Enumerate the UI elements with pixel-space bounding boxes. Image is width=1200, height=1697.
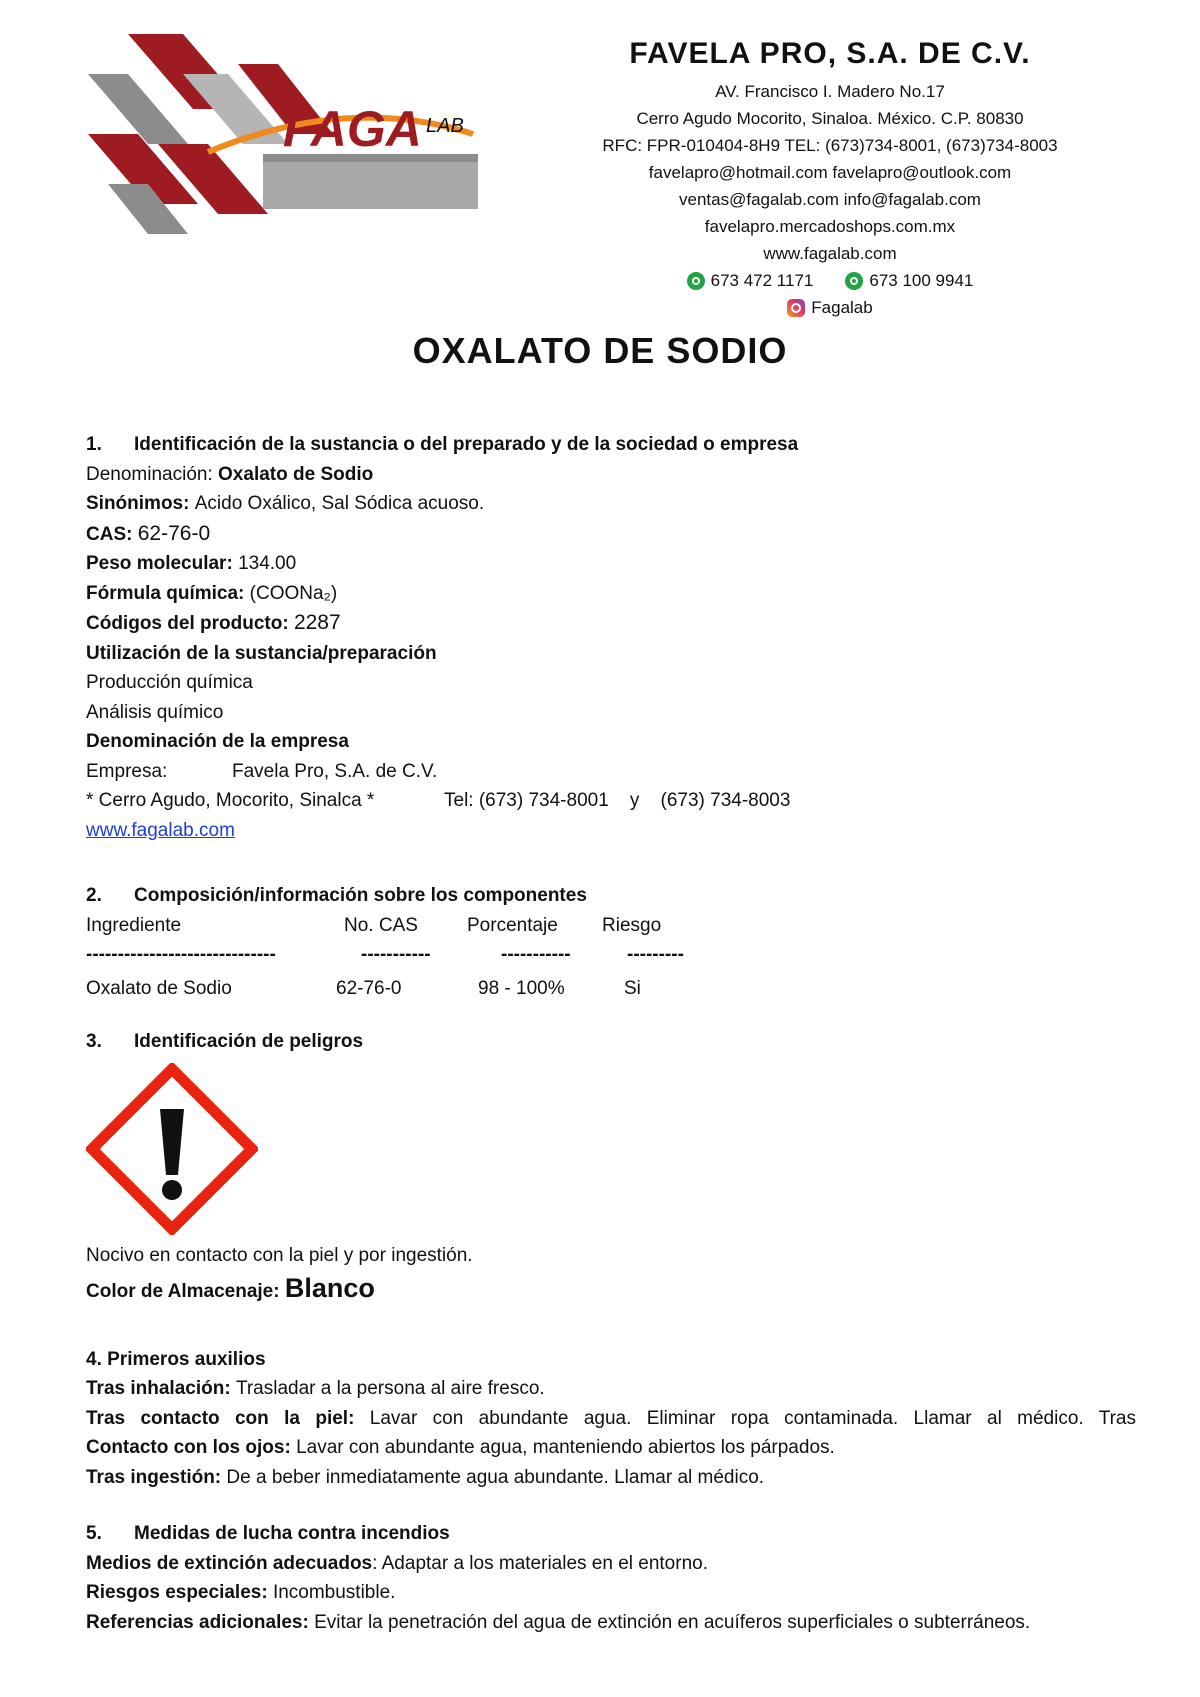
value: Oxalato de Sodio <box>218 463 374 485</box>
whatsapp-icon <box>687 272 705 290</box>
logo-brand: FAGA <box>283 101 422 157</box>
instagram-row <box>520 294 1140 321</box>
section-number: 1. <box>86 434 102 455</box>
label: Fórmula química: <box>86 582 250 604</box>
document-body <box>86 430 1136 1637</box>
extinction-media-line <box>86 1549 1136 1579</box>
phone-1: 673 472 1171 <box>710 271 814 290</box>
use-heading: Utilización de la sustancia/preparación <box>86 642 437 664</box>
company-emails-2: ventas@fagalab.com info@fagalab.com <box>679 190 981 209</box>
empresa-line <box>86 757 1136 787</box>
company-header <box>520 34 1140 321</box>
cas-line <box>86 519 1136 550</box>
value: (COONa₂) <box>249 582 338 604</box>
label: Tras ingestión: <box>86 1466 227 1488</box>
column-header: Ingrediente <box>86 914 182 936</box>
location: * Cerro Agudo, Mocorito, Sinalca * <box>86 790 375 811</box>
value: : Adaptar a los materiales en el entorno. <box>372 1552 708 1574</box>
section-number: 3. <box>86 1031 102 1052</box>
label: Peso molecular: <box>86 553 239 574</box>
label: CAS: <box>86 523 138 545</box>
ingestion-line <box>86 1463 1136 1493</box>
section-title: Identificación de la sustancia o del preparado y de la sociedad o empresa <box>134 434 799 455</box>
product-codes-line <box>86 608 1136 639</box>
table-row <box>86 974 1136 1004</box>
section-title: Composición/información sobre los componentes <box>134 885 587 906</box>
table-divider <box>86 940 1136 970</box>
phone-row <box>520 267 1140 294</box>
label: Referencias adicionales: <box>86 1611 315 1633</box>
synonyms-line <box>86 489 1136 519</box>
location-line <box>86 786 1136 816</box>
company-name: FAVELA PRO, S.A. DE C.V. <box>629 37 1031 70</box>
inhalation-line <box>86 1374 1136 1404</box>
column-header: Porcentaje <box>467 914 558 936</box>
website-link[interactable]: www.fagalab.com <box>86 819 235 841</box>
additional-references-line <box>86 1608 1136 1638</box>
section-number: 5. <box>86 1523 102 1544</box>
label: Códigos del producto: <box>86 613 294 634</box>
section-4-heading: 4. Primeros auxilios <box>86 1348 266 1370</box>
label: Tras inhalación: <box>86 1378 236 1399</box>
label: Color de Almacenaje: <box>86 1281 285 1302</box>
label: Denominación: <box>86 463 219 485</box>
section-1-heading <box>86 430 1136 460</box>
use-item-1: Producción química <box>86 672 253 693</box>
label: Contacto con los ojos: <box>86 1437 297 1458</box>
value: Lavar con abundante agua, manteniendo abiertos los párpados. <box>296 1437 835 1458</box>
column-header: No. CAS <box>344 914 418 936</box>
label: Empresa: <box>86 760 168 782</box>
company-heading: Denominación de la empresa <box>86 731 349 752</box>
formula-line <box>86 579 1136 609</box>
molecular-weight-line <box>86 549 1136 579</box>
value: 62-76-0 <box>137 521 211 545</box>
section-number: 2. <box>86 885 102 906</box>
value: Favela Pro, S.A. de C.V. <box>232 760 438 782</box>
hazard-statement: Nocivo en contacto con la piel y por ingestión. <box>86 1244 473 1266</box>
value: Blanco <box>284 1273 375 1303</box>
company-shop: favelapro.mercadoshops.com.mx <box>704 217 956 236</box>
company-web: www.fagalab.com <box>763 244 897 263</box>
value: 134.00 <box>238 553 297 574</box>
logo-suffix: LAB <box>426 115 464 137</box>
ghs-exclamation-pictogram <box>86 1063 258 1235</box>
label: Sinónimos: <box>86 493 195 514</box>
company-address: AV. Francisco I. Madero No.17 <box>715 82 945 101</box>
whatsapp-icon <box>845 272 863 290</box>
value: Trasladar a la persona al aire fresco. <box>235 1378 545 1399</box>
phone-2: 673 100 9941 <box>869 271 974 290</box>
label: Medios de extinción adecuados <box>86 1552 373 1574</box>
instagram-icon <box>787 299 805 317</box>
document-title: OXALATO DE SODIO <box>412 330 788 371</box>
eye-contact-line <box>86 1433 1136 1463</box>
value: Lavar con abundante agua. Eliminar ropa contaminada. Llamar al médico. Tras <box>369 1407 1136 1429</box>
company-emails-1: favelapro@hotmail.com favelapro@outlook.com <box>648 163 1012 182</box>
label: Tras contacto con la piel: <box>86 1407 370 1429</box>
company-city: Cerro Agudo Mocorito, Sinaloa. México. C.P. 80830 <box>636 109 1024 128</box>
section-3-heading <box>86 1027 1136 1057</box>
divider: ------------------------------ <box>86 944 276 965</box>
divider: --------- <box>627 944 684 965</box>
storage-color-line <box>86 1274 1136 1307</box>
table-header <box>86 911 1136 941</box>
section-title: Identificación de peligros <box>134 1031 364 1052</box>
divider: ----------- <box>361 944 431 965</box>
company-rfc-tel: RFC: FPR-010404-8H9 TEL: (673)734-8001, (673)734-8003 <box>602 136 1058 155</box>
value: 2287 <box>293 611 341 634</box>
table-cell: 62-76-0 <box>336 977 402 999</box>
section-title: Medidas de lucha contra incendios <box>134 1523 450 1544</box>
value: Incombustible. <box>272 1582 396 1603</box>
section-5-heading <box>86 1519 1136 1549</box>
divider: ----------- <box>501 944 571 965</box>
section-2-heading <box>86 881 1136 911</box>
value: De a beber inmediatamente agua abundante. Llamar al médico. <box>226 1466 765 1488</box>
table-cell: Si <box>624 977 641 999</box>
use-item-2: Análisis químico <box>86 701 224 723</box>
label: Riesgos especiales: <box>86 1582 273 1603</box>
telephones: Tel: (673) 734-8001 y (673) 734-8003 <box>444 790 791 811</box>
fagalab-logo <box>88 34 528 244</box>
column-header: Riesgo <box>602 914 662 936</box>
table-cell: 98 - 100% <box>478 977 565 999</box>
special-risks-line <box>86 1578 1136 1608</box>
instagram-handle: Fagalab <box>811 298 873 317</box>
value: Acido Oxálico, Sal Sódica acuoso. <box>194 493 485 514</box>
value: Evitar la penetración del agua de extinción en acuíferos superficiales o subterráneos. <box>314 1611 1031 1633</box>
table-cell: Oxalato de Sodio <box>86 977 232 999</box>
denomination-line <box>86 460 1136 490</box>
skin-contact-line <box>86 1404 1136 1434</box>
